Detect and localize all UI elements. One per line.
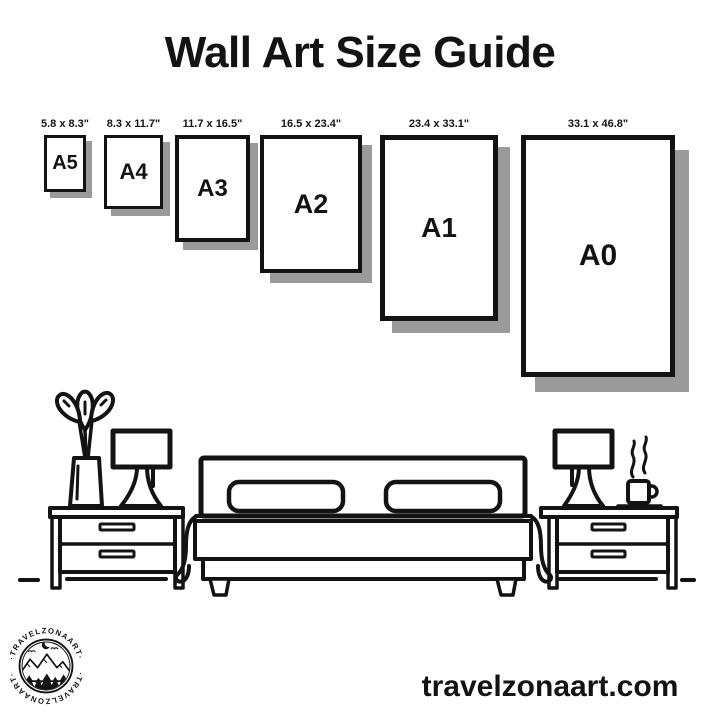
poster-frame	[104, 135, 163, 209]
size-dimensions-label: 5.8 x 8.3"	[40, 118, 90, 130]
nightstand-right-icon	[541, 508, 677, 588]
brand-logo-badge	[4, 624, 88, 708]
size-frame-a5	[40, 117, 90, 192]
size-frame-a4	[104, 117, 163, 209]
bed-icon	[176, 458, 551, 595]
website-url: travelzonaart.com	[421, 670, 679, 703]
plant-vase-icon	[57, 392, 113, 506]
logo-arc-text-bottom: ·TRAVELZONAART·	[6, 671, 86, 706]
size-dimensions-label: 33.1 x 46.8"	[567, 118, 629, 130]
size-name-label: A2	[293, 188, 329, 219]
poster-frame	[44, 135, 86, 192]
size-dimensions-label: 23.4 x 33.1"	[408, 118, 470, 130]
size-dimensions-label: 11.7 x 16.5"	[182, 118, 243, 130]
size-name-label: A1	[421, 212, 457, 243]
size-name-label: A0	[578, 239, 618, 272]
bedroom-scene-illustration	[0, 380, 720, 610]
poster-frame	[260, 135, 362, 273]
size-name-label: A5	[52, 152, 78, 174]
size-dimensions-label: 16.5 x 23.4"	[280, 118, 342, 130]
coffee-cup-icon	[618, 437, 661, 506]
size-frame-a0	[521, 117, 675, 377]
logo-arc-text-top: ·TRAVELZONAART·	[6, 626, 86, 661]
nightstand-left-icon	[50, 508, 183, 588]
size-name-label: A3	[197, 174, 228, 202]
size-frame-a2	[260, 117, 362, 273]
size-frame-a3	[175, 117, 250, 242]
poster-frame	[521, 135, 675, 377]
poster-frame	[175, 135, 250, 242]
table-lamp-right-icon	[555, 431, 612, 506]
poster-frame	[380, 135, 498, 321]
size-frame-a1	[380, 117, 498, 321]
size-name-label: A4	[119, 159, 148, 184]
size-dimensions-label: 8.3 x 11.7"	[106, 118, 161, 130]
page-title: Wall Art Size Guide	[164, 28, 556, 77]
table-lamp-left-icon	[113, 431, 170, 506]
